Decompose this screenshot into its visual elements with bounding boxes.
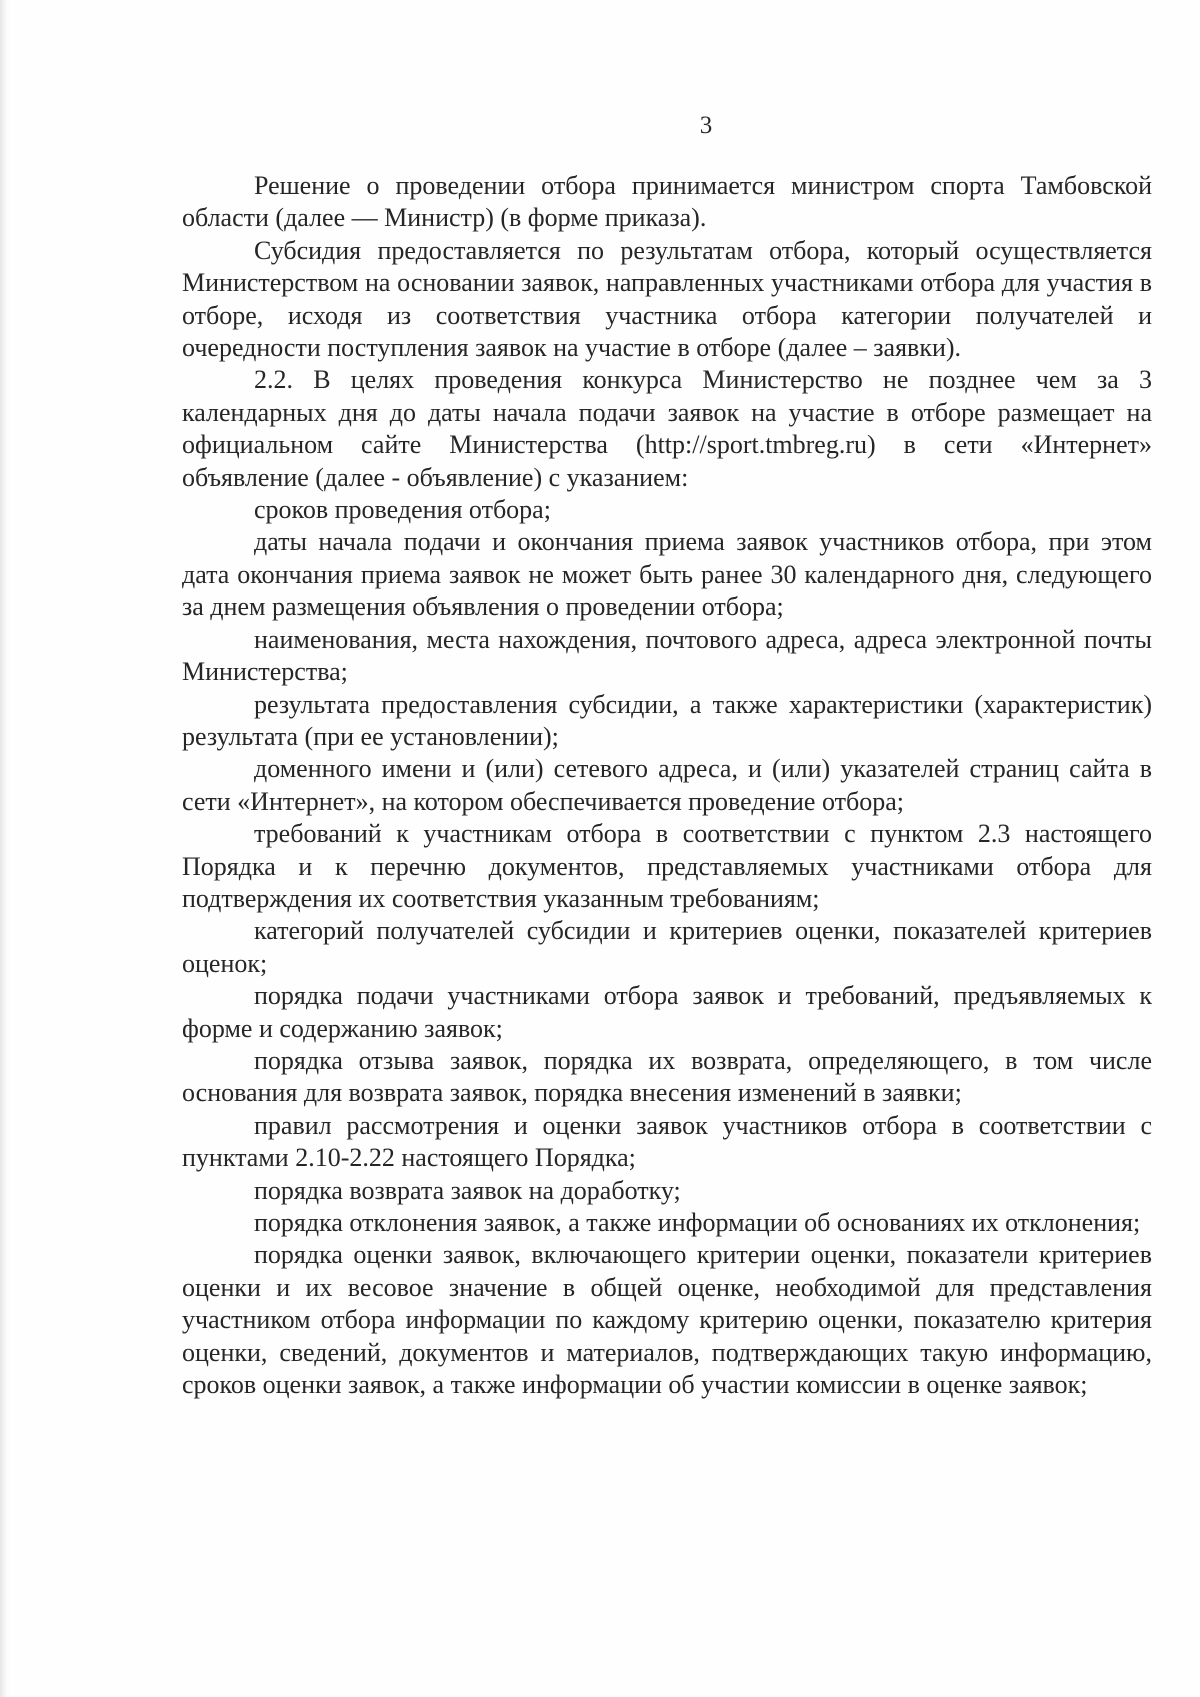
list-item-contacts: наименования, места нахождения, почтового адреса, адреса электронной почты Министерства; [182,624,1152,687]
list-item-terms: сроков проведения отбора; [254,495,551,525]
list-item-submission: порядка подачи участниками отбора заявок и требований, предъявляемых к форме и содержанию заявок; [182,981,1152,1043]
list-item-rework: порядка возврата заявок на доработку; [254,1175,681,1205]
document-body [182,170,1152,1401]
list-item-rejection: порядка отклонения заявок, а также информации об основаниях их отклонения; [254,1208,1141,1237]
list-item-categories: категорий получателей субсидии и критериев оценки, показателей критериев оценок; [182,916,1152,978]
list-item-domain: доменного имени и (или) сетевого адреса, и (или) указателей страниц сайта в сети «Интернет», на котором обеспечивается проведение отбора; [182,754,1152,816]
list-item-requirements: требований к участникам отбора в соответствии с пунктом 2.3 настоящего Порядка и к перечню документов, представляемых участниками отбора для подтверждения их соответствия указанным требованиям; [182,819,1152,913]
list-item-result: результата предоставления субсидии, а также характеристики (характеристик) результата (при ее установлении); [182,689,1152,751]
list-item-review-rules: правил рассмотрения и оценки заявок участников отбора в соответствии с пунктами 2.10-2.22 настоящего Порядка; [182,1110,1152,1173]
list-item-withdrawal: порядка отзыва заявок, порядка их возврата, определяющего, в том числе основания для возврата заявок, порядка внесения изменений в заявки; [182,1045,1152,1108]
scan-edge-shadow [0,0,10,1697]
paragraph-2-2: 2.2. В целях проведения конкурса Министерство не позднее чем за 3 календарных дня до даты начала подачи заявок на участие в отборе размещает на официальном сайте Министерства (http://sport.tmbreg.ru) в сети «Интернет» объявление (далее - объявление) с указанием: [182,365,1152,492]
list-item-evaluation: порядка оценки заявок, включающего критерии оценки, показатели критериев оценки и их весовое значение в общей оценке, необходимой для представления участником отбора информации по каждому критерию оценки, показателю критерия оценки, сведений, документов и материалов, подтверждающих такую информацию, сроков оценки заявок, а также информации об участии комиссии в оценке заявок; [182,1240,1152,1400]
paragraph-subsidy: Субсидия предоставляется по результатам отбора, который осуществляется Министерством на основании заявок, направленных участниками отбора для участия в отборе, исходя из соответствия участника отбора категории получателей и очередности поступления заявок на участие в отборе (далее – заявки). [182,235,1152,363]
page-number: 3 [699,112,713,139]
paragraph-decision: Решение о проведении отбора принимается министром спорта Тамбовской области (далее — Министр) (в форме приказа). [182,171,1152,233]
list-item-dates: даты начала подачи и окончания приема заявок участников отбора, при этом дата окончания приема заявок не может быть ранее 30 календарного дня, следующего за днем размещения объявления о проведении отбора; [182,527,1152,622]
